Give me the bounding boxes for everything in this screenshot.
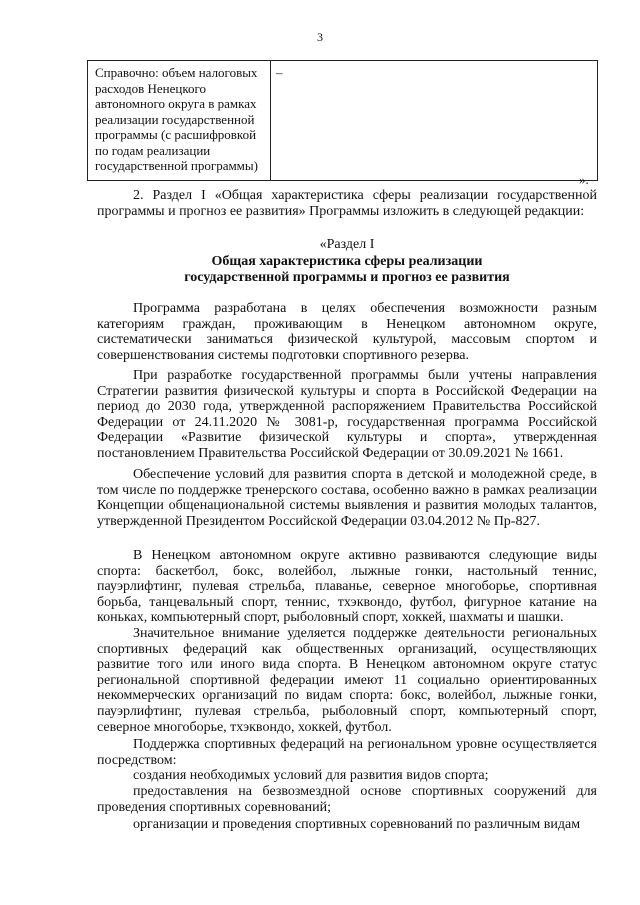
closing-quote: ». xyxy=(579,172,589,187)
reference-table xyxy=(87,60,598,181)
page-number: 3 xyxy=(317,30,323,44)
table-cell-label: Справочно: объем налоговых расходов Ненецкого автономного округа в рамках реализации государственной программы (с расшифровкой по годам реализации государственной программы) xyxy=(88,61,271,181)
paragraph-support: Поддержка спортивных федераций на региональном уровне осуществляется посредством: xyxy=(97,737,597,768)
section-label: «Раздел I xyxy=(319,237,375,252)
paragraph-federations: Значительное внимание уделяется поддержке деятельности региональных спортивных федераций как общественных организаций, осуществляющих развитие того или иного вида спорта. В Ненецком автономном округе статус региональной спортивной федерации имеют 11 социально ориентированных некоммерческих организаций по видам спорта: бокс, волейбол, лыжные гонки, пауэрлифтинг, пулевая стрельба, рыболовный спорт, компьютерный спорт, северное многоборье, тхэквондо, хоккей, футбол. xyxy=(97,626,597,735)
section-title-line-1: Общая характеристика сферы реализации xyxy=(211,254,483,269)
paragraph-youth-sport: Обеспечение условий для развития спорта в детской и молодежной среде, в том числе по поддержке тренерского состава, особенно важно в рамках реализации Концепции общенациональной системы выявления и развития молодых талантов, утвержденной Президентом Российской Федерации 03.04.2012 № Пр-827. xyxy=(97,467,597,529)
table-row xyxy=(88,61,598,181)
table-cell-value: – xyxy=(271,61,598,181)
paragraph-sports-list: В Ненецком автономном округе активно развиваются следующие виды спорта: баскетбол, бокс, волейбол, лыжные гонки, настольный теннис, пауэрлифтинг, пулевая стрельба, плаванье, северное многоборье, спортивная борьба, танцевальный спорт, теннис, тхэквондо, футбол, фигурное катание на коньках, компьютерный спорт, рыболовный спорт, хоккей, шахматы и шашки. xyxy=(97,548,597,626)
amendment-paragraph: 2. Раздел I «Общая характеристика сферы реализации государственной программы и прогноз ее развития» Программы изложить в следующей редакции: xyxy=(97,188,597,219)
list-item-competitions: организации и проведения спортивных соревнований по различным видам xyxy=(133,817,581,832)
paragraph-strategy: При разработке государственной программы были учтены направления Стратегии развития физической культуры и спорта в Российской Федерации на период до 2030 года, утвержденной распоряжением Правительства Российской Федерации от 24.11.2020 № 3081-р, государственная программа Российской Федерации «Развитие физической культуры и спорта», утвержденная постановлением Правительства Российской Федерации от 30.09.2021 № 1661. xyxy=(97,368,597,461)
paragraph-program-purpose: Программа разработана в целях обеспечения возможности разным категориям граждан, проживающим в Ненецком автономном округе, систематически заниматься физической культурой, массовым спортом и совершенствования системы подготовки спортивного резерва. xyxy=(97,301,597,363)
list-item-facilities: предоставления на безвозмездной основе спортивных сооружений для проведения спортивных соревнований; xyxy=(97,784,597,815)
section-title-line-2: государственной программы и прогноз ее развития xyxy=(184,270,510,285)
list-item-conditions: создания необходимых условий для развития видов спорта; xyxy=(133,768,489,783)
